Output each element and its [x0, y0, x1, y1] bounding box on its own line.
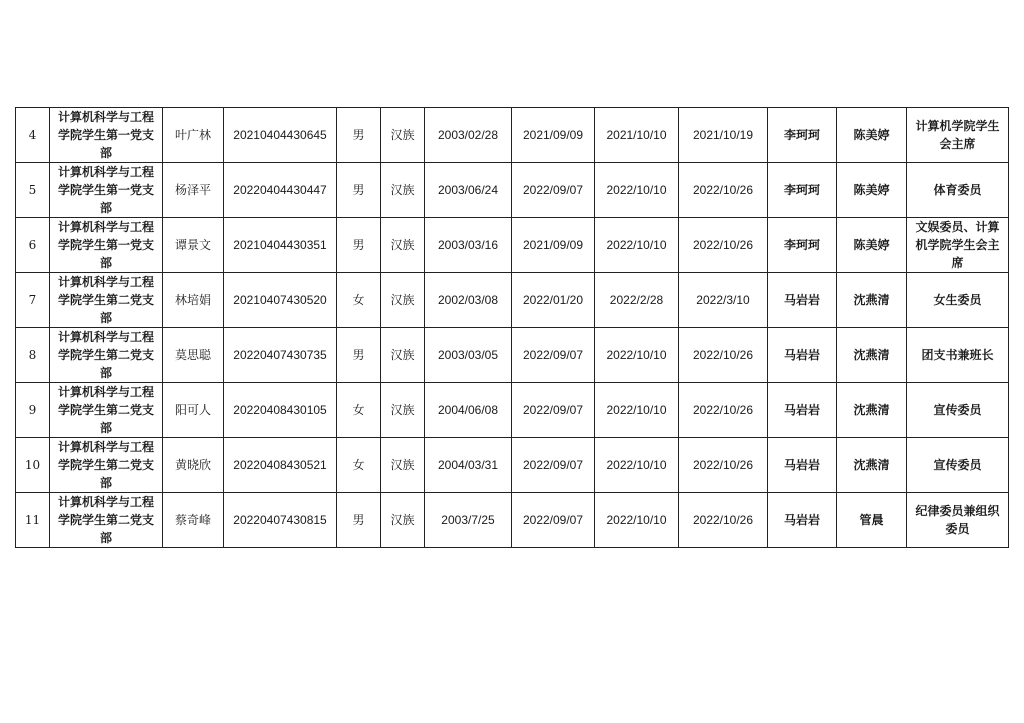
birth-date-cell: 2004/03/31: [425, 438, 512, 493]
row-number-cell: 5: [16, 163, 50, 218]
table-row: [16, 493, 1009, 548]
introducer-2-cell: 沈燕清: [837, 328, 907, 383]
position-cell: 团支书兼班长: [907, 328, 1009, 383]
date-1-cell: 2022/01/20: [512, 273, 595, 328]
introducer-1-cell: 李珂珂: [768, 218, 837, 273]
student-id-cell: 20220408430521: [224, 438, 337, 493]
table-row: [16, 273, 1009, 328]
position-cell: 纪律委员兼组织委员: [907, 493, 1009, 548]
birth-date-cell: 2003/7/25: [425, 493, 512, 548]
position-cell: 体育委员: [907, 163, 1009, 218]
introducer-2-cell: 陈美婷: [837, 108, 907, 163]
date-2-cell: 2021/10/10: [595, 108, 679, 163]
row-number-cell: 9: [16, 383, 50, 438]
row-number-cell: 4: [16, 108, 50, 163]
date-3-cell: 2021/10/19: [679, 108, 768, 163]
party-branch-cell: 计算机科学与工程学院学生第一党支部: [50, 218, 163, 273]
party-branch-cell: 计算机科学与工程学院学生第一党支部: [50, 108, 163, 163]
ethnicity-cell: 汉族: [381, 163, 425, 218]
ethnicity-cell: 汉族: [381, 328, 425, 383]
date-1-cell: 2022/09/07: [512, 328, 595, 383]
table-row: [16, 438, 1009, 493]
date-3-cell: 2022/10/26: [679, 328, 768, 383]
member-name-cell: 莫思聪: [163, 328, 224, 383]
gender-cell: 女: [337, 273, 381, 328]
date-3-cell: 2022/10/26: [679, 438, 768, 493]
student-id-cell: 20220408430105: [224, 383, 337, 438]
row-number-cell: 7: [16, 273, 50, 328]
party-branch-cell: 计算机科学与工程学院学生第二党支部: [50, 328, 163, 383]
ethnicity-cell: 汉族: [381, 438, 425, 493]
gender-cell: 男: [337, 108, 381, 163]
position-cell: 女生委员: [907, 273, 1009, 328]
member-table: [15, 107, 1009, 548]
birth-date-cell: 2004/06/08: [425, 383, 512, 438]
gender-cell: 女: [337, 383, 381, 438]
date-2-cell: 2022/10/10: [595, 163, 679, 218]
student-id-cell: 20220407430815: [224, 493, 337, 548]
date-1-cell: 2022/09/07: [512, 383, 595, 438]
gender-cell: 男: [337, 328, 381, 383]
student-id-cell: 20210407430520: [224, 273, 337, 328]
introducer-1-cell: 李珂珂: [768, 163, 837, 218]
introducer-1-cell: 马岩岩: [768, 328, 837, 383]
table-row: [16, 163, 1009, 218]
date-1-cell: 2022/09/07: [512, 493, 595, 548]
party-branch-cell: 计算机科学与工程学院学生第一党支部: [50, 163, 163, 218]
member-name-cell: 蔡奇峰: [163, 493, 224, 548]
student-id-cell: 20210404430351: [224, 218, 337, 273]
table-row: [16, 383, 1009, 438]
party-branch-cell: 计算机科学与工程学院学生第二党支部: [50, 383, 163, 438]
gender-cell: 男: [337, 493, 381, 548]
date-2-cell: 2022/10/10: [595, 493, 679, 548]
table-row: [16, 218, 1009, 273]
ethnicity-cell: 汉族: [381, 273, 425, 328]
member-name-cell: 叶广林: [163, 108, 224, 163]
date-2-cell: 2022/10/10: [595, 383, 679, 438]
birth-date-cell: 2003/06/24: [425, 163, 512, 218]
row-number-cell: 6: [16, 218, 50, 273]
gender-cell: 男: [337, 163, 381, 218]
date-3-cell: 2022/10/26: [679, 383, 768, 438]
row-number-cell: 11: [16, 493, 50, 548]
member-name-cell: 林培娟: [163, 273, 224, 328]
date-1-cell: 2022/09/07: [512, 438, 595, 493]
introducer-1-cell: 李珂珂: [768, 108, 837, 163]
member-name-cell: 杨泽平: [163, 163, 224, 218]
date-1-cell: 2022/09/07: [512, 163, 595, 218]
position-cell: 宣传委员: [907, 383, 1009, 438]
birth-date-cell: 2003/03/05: [425, 328, 512, 383]
student-id-cell: 20210404430645: [224, 108, 337, 163]
member-name-cell: 阳可人: [163, 383, 224, 438]
birth-date-cell: 2003/02/28: [425, 108, 512, 163]
position-cell: 宣传委员: [907, 438, 1009, 493]
row-number-cell: 10: [16, 438, 50, 493]
introducer-2-cell: 沈燕清: [837, 273, 907, 328]
table-row: [16, 108, 1009, 163]
gender-cell: 女: [337, 438, 381, 493]
position-cell: 计算机学院学生会主席: [907, 108, 1009, 163]
date-3-cell: 2022/10/26: [679, 163, 768, 218]
date-2-cell: 2022/10/10: [595, 218, 679, 273]
date-1-cell: 2021/09/09: [512, 218, 595, 273]
party-branch-cell: 计算机科学与工程学院学生第二党支部: [50, 438, 163, 493]
student-id-cell: 20220407430735: [224, 328, 337, 383]
member-name-cell: 谭景文: [163, 218, 224, 273]
date-1-cell: 2021/09/09: [512, 108, 595, 163]
ethnicity-cell: 汉族: [381, 218, 425, 273]
introducer-1-cell: 马岩岩: [768, 493, 837, 548]
date-2-cell: 2022/2/28: [595, 273, 679, 328]
birth-date-cell: 2003/03/16: [425, 218, 512, 273]
table-row: [16, 328, 1009, 383]
ethnicity-cell: 汉族: [381, 493, 425, 548]
introducer-2-cell: 沈燕清: [837, 438, 907, 493]
date-3-cell: 2022/10/26: [679, 218, 768, 273]
introducer-2-cell: 管晨: [837, 493, 907, 548]
introducer-1-cell: 马岩岩: [768, 273, 837, 328]
date-3-cell: 2022/3/10: [679, 273, 768, 328]
birth-date-cell: 2002/03/08: [425, 273, 512, 328]
row-number-cell: 8: [16, 328, 50, 383]
date-2-cell: 2022/10/10: [595, 438, 679, 493]
gender-cell: 男: [337, 218, 381, 273]
introducer-2-cell: 陈美婷: [837, 163, 907, 218]
introducer-2-cell: 陈美婷: [837, 218, 907, 273]
ethnicity-cell: 汉族: [381, 383, 425, 438]
member-name-cell: 黄晓欣: [163, 438, 224, 493]
introducer-2-cell: 沈燕清: [837, 383, 907, 438]
party-branch-cell: 计算机科学与工程学院学生第二党支部: [50, 273, 163, 328]
student-id-cell: 20220404430447: [224, 163, 337, 218]
date-3-cell: 2022/10/26: [679, 493, 768, 548]
introducer-1-cell: 马岩岩: [768, 438, 837, 493]
position-cell: 文娱委员、计算机学院学生会主席: [907, 218, 1009, 273]
introducer-1-cell: 马岩岩: [768, 383, 837, 438]
date-2-cell: 2022/10/10: [595, 328, 679, 383]
ethnicity-cell: 汉族: [381, 108, 425, 163]
party-branch-cell: 计算机科学与工程学院学生第二党支部: [50, 493, 163, 548]
